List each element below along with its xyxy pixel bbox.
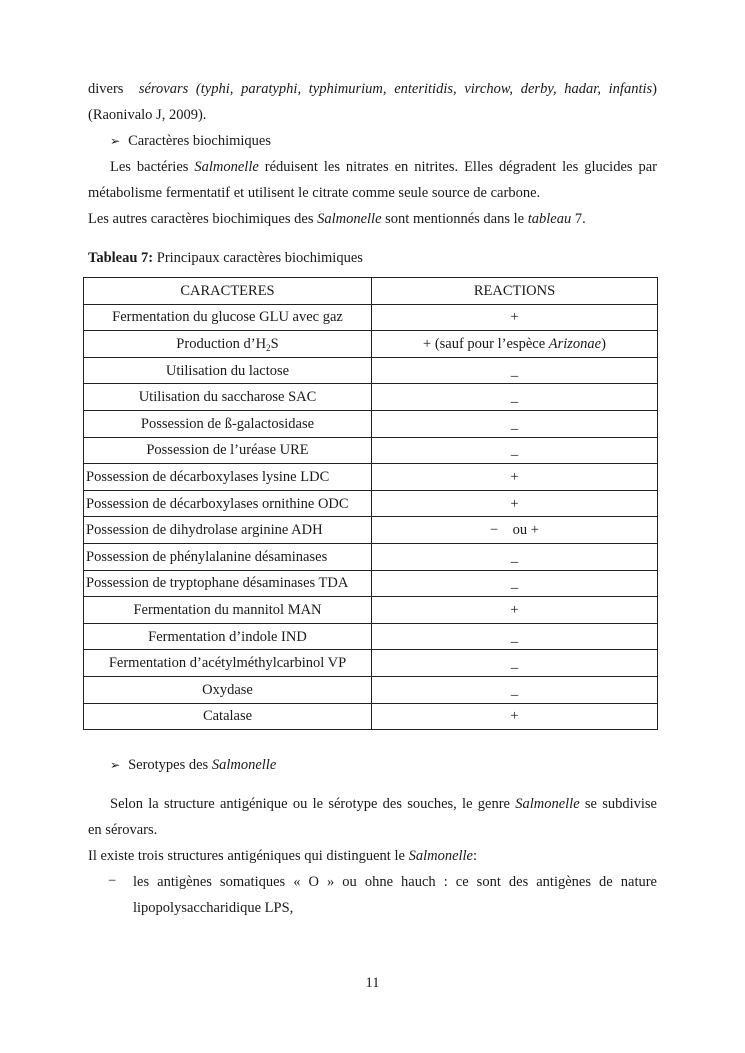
row-character: Possession de tryptophane désaminases TDA (84, 570, 372, 597)
row-character: Utilisation du lactose (84, 357, 372, 384)
arrow-bullet-icon: ➢ (110, 758, 121, 772)
row-reaction: _ (372, 676, 658, 703)
intro-line-1 (88, 80, 657, 98)
genus-name: Salmonelle (317, 211, 382, 227)
row-reaction: + (372, 597, 658, 624)
list-item-dash: − (108, 873, 117, 889)
row-reaction: + (372, 304, 658, 331)
row-reaction: − ou + (372, 517, 658, 544)
table-row (84, 703, 658, 730)
row-character: Possession de décarboxylases lysine LDC (84, 464, 372, 491)
row-character: Utilisation du saccharose SAC (84, 384, 372, 411)
table-header-row (84, 278, 658, 305)
arrow-bullet-icon: ➢ (110, 134, 121, 148)
table-row (84, 676, 658, 703)
serovar-list: sérovars (typhi, paratyphi, typhimurium, enteritidis, virchow, derby, hadar, infantis (138, 81, 653, 97)
table-caption-label: Tableau 7: (88, 250, 154, 266)
row-reaction: _ (372, 384, 658, 411)
heading-biochem-text: Caractères biochimiques (128, 133, 271, 149)
intro-text: divers (88, 81, 124, 97)
row-character: Fermentation d’acétylméthylcarbinol VP (84, 650, 372, 677)
serotypes-para-line-3: Il existe trois structures antigéniques qui distinguent le Salmonelle: (88, 848, 478, 864)
serotypes-para-line-2: en sérovars. (88, 822, 158, 838)
row-character: Possession de phénylalanine désaminases (84, 543, 372, 570)
row-reaction: + (372, 703, 658, 730)
header-caracteres: CARACTERES (84, 278, 372, 305)
table-row (84, 331, 658, 358)
table-row (84, 543, 658, 570)
serotypes-para-line-1: Selon la structure antigénique ou le sérotype des souches, le genre Salmonelle se subdivise (110, 796, 657, 812)
row-character: Possession de ß-galactosidase (84, 410, 372, 437)
table-caption (88, 249, 657, 267)
intro-citation: (Raonivalo J, 2009). (88, 107, 207, 123)
list-item-line-2: lipopolysaccharidique LPS, (133, 900, 294, 916)
table-row (84, 650, 658, 677)
row-character: Fermentation du glucose GLU avec gaz (84, 304, 372, 331)
row-reaction: _ (372, 437, 658, 464)
table-row (84, 464, 658, 491)
row-character: Fermentation d’indole IND (84, 623, 372, 650)
table-row (84, 304, 658, 331)
row-character: Possession de l’uréase URE (84, 437, 372, 464)
table-row (84, 597, 658, 624)
page-number: 11 (365, 975, 380, 991)
row-reaction: _ (372, 410, 658, 437)
row-reaction: _ (372, 570, 658, 597)
table-row (84, 410, 658, 437)
genus-name: Salmonelle (211, 757, 277, 773)
table-row (84, 517, 658, 544)
genus-name: Salmonelle (408, 848, 473, 864)
table-row (84, 623, 658, 650)
biochem-para-line-1: Les bactéries Salmonelle réduisent les nitrates en nitrites. Elles dégradent les glucides par (110, 159, 657, 175)
table-ref: tableau (527, 211, 572, 227)
table-row (84, 570, 658, 597)
header-reactions: REACTIONS (372, 278, 658, 305)
table-caption-text: Principaux caractères biochimiques (153, 250, 363, 266)
biochem-para-line-2: métabolisme fermentatif et utilisent le citrate comme seule source de carbone. (88, 185, 541, 201)
row-character: Possession de dihydrolase arginine ADH (84, 517, 372, 544)
genus-name: Salmonelle (194, 159, 259, 175)
row-reaction: _ (372, 650, 658, 677)
row-reaction: + (sauf pour l’espèce Arizonae) (372, 331, 658, 358)
genus-name: Salmonelle (515, 796, 580, 812)
heading-biochem (110, 132, 657, 150)
row-reaction: + (372, 490, 658, 517)
heading-serotypes: ➢ Serotypes des Salmonelle (110, 757, 277, 773)
list-item-line-1: les antigènes somatiques « O » ou ohne hauch : ce sont des antigènes de nature (133, 874, 657, 890)
row-character: Production $d’H_2S$ (84, 331, 372, 358)
row-reaction: _ (372, 357, 658, 384)
row-character: Fermentation du mannitol MAN (84, 597, 372, 624)
biochem-table (83, 277, 658, 730)
biochem-para-line-3: Les autres caractères biochimiques des Salmonelle sont mentionnés dans le tableau 7. (88, 211, 586, 227)
intro-close-paren: ) (652, 81, 657, 97)
table-row (84, 357, 658, 384)
row-character: Possession de décarboxylases ornithine ODC (84, 490, 372, 517)
row-character: Oxydase (84, 676, 372, 703)
table-row (84, 384, 658, 411)
row-reaction: + (372, 464, 658, 491)
row-reaction: _ (372, 543, 658, 570)
table-row (84, 437, 658, 464)
row-reaction: _ (372, 623, 658, 650)
row-character: Catalase (84, 703, 372, 730)
table-row (84, 490, 658, 517)
